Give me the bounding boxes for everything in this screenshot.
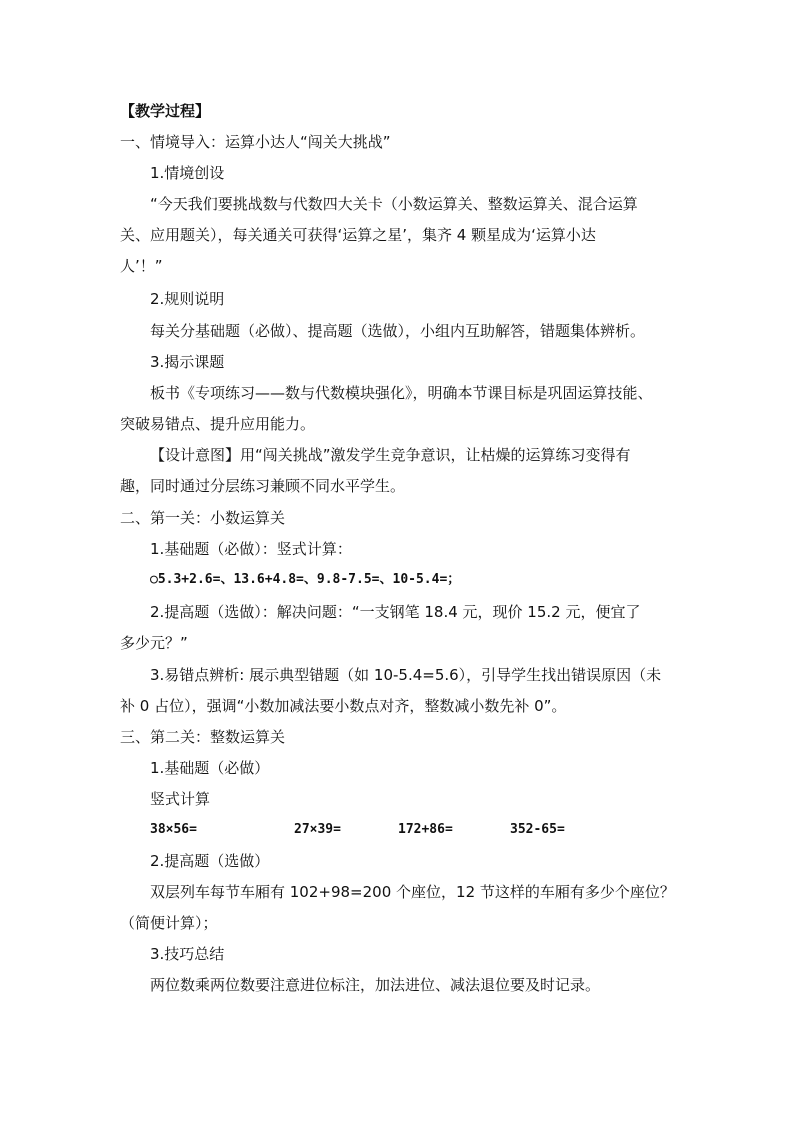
section3-exercise-row [150,815,686,845]
exercise-item: 352-65= [510,822,565,837]
section2-item2-text-line1: 2.提高题（选做）：解决问题：“一支钢笔 18.4 元，现价 15.2 元，便宜了 [150,603,641,621]
exercise-item: 172+86= [398,822,453,837]
section3-item2-title: 2.提高题（选做） [150,852,270,870]
section3-item3-text: 两位数乘两位数要注意进位标注，加法进位、减法退位要及时记录。 [150,976,601,994]
section1-item1-text-line1: “今天我们要挑战数与代数四大关卡（小数运算关、整数运算关、混合运算 [150,195,638,213]
section2-item2-text-line2: 多少元？” [120,634,188,652]
section2-item1-title: 1.基础题（必做）：竖式计算： [150,540,352,558]
section-heading-teaching-process: 【教学过程】 [120,102,211,120]
exercise-item: 27×39= [294,822,341,837]
design-intent-line2: 趣，同时通过分层练习兼顾不同水平学生。 [120,477,406,495]
section2-item3-text-line2: 补 0 占位），强调“小数加减法要小数点对齐，整数减小数先补 0”。 [120,697,567,715]
section3-item2-text-line2: （简便计算）； [120,914,218,932]
section2-item1-exercises: ○5.3+2.6=、13.6+4.8=、9.8-7.5=、10-5.4=； [150,572,461,587]
section2-title: 二、第一关：小数运算关 [120,509,286,527]
section1-item1-title: 1.情境创设 [150,164,225,182]
section3-item3-title: 3.技巧总结 [150,945,225,963]
section2-item3-text-line1: 3.易错点辨析: 展示典型错题（如 10-5.4=5.6），引导学生找出错误原因（未 [150,666,662,684]
section1-title: 一、情境导入：运算小达人“闯关大挑战” [120,133,391,151]
section3-item2-text-line1: 双层列车每节车厢有 102+98=200 个座位，12 节这样的车厢有多少个座位？ [150,883,675,901]
design-intent-line1: 【设计意图】用“闯关挑战”激发学生竞争意识，让枯燥的运算练习变得有 [150,446,631,464]
section3-item1-sub: 竖式计算 [150,790,211,808]
section1-item1-text-line3: 人’！” [120,257,163,275]
section1-item3-title: 3.揭示课题 [150,353,225,371]
section1-item2-text: 每关分基础题（必做）、提高题（选做），小组内互助解答，错题集体辨析。 [150,322,646,340]
section1-item3-text-line1: 板书《专项练习——数与代数模块强化》，明确本节课目标是巩固运算技能、 [150,384,653,402]
section3-title: 三、第二关：整数运算关 [120,728,286,746]
section1-item1-text-line2: 关、应用题关），每关通关可获得‘运算之星’，集齐 4 颗星成为‘运算小达 [120,226,596,244]
section1-item3-text-line2: 突破易错点、提升应用能力。 [120,415,316,433]
exercise-item: 38×56= [150,822,197,837]
section3-item1-title: 1.基础题（必做） [150,759,270,777]
section1-item2-title: 2.规则说明 [150,290,225,308]
